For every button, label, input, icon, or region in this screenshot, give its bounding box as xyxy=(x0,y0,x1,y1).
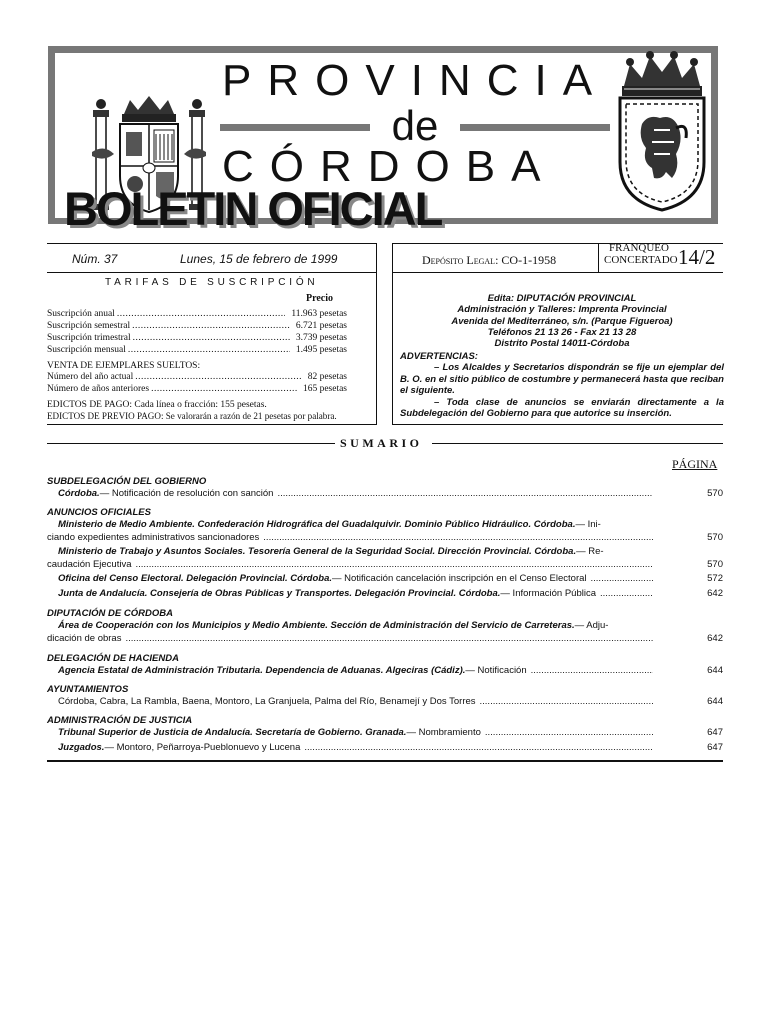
list-item xyxy=(47,572,723,585)
sumario-title: SUMARIO xyxy=(340,436,423,450)
tarifa-label: Suscripción anual xyxy=(47,309,115,319)
deposito-legal: Depósito Legal: CO-1-1958 xyxy=(422,253,557,267)
precio-header: Precio xyxy=(306,293,334,304)
entry-text: Córdoba, Cabra, La Rambla, Baena, Montoro, La Granjuela, Palma del Río, Benamejí y Dos Torres xyxy=(58,696,476,707)
section-heading: DIPUTACIÓN DE CÓRDOBA xyxy=(47,608,173,619)
section-heading: SUBDELEGACIÓN DEL GOBIERNO xyxy=(47,476,207,487)
tarifa-value: 11.963 pesetas xyxy=(291,309,347,319)
sumario-rule-right xyxy=(432,443,723,444)
entry-line xyxy=(47,695,723,708)
leader-dots xyxy=(151,384,297,396)
entry-bold: Oficina del Censo Electoral. Delegación Provincial. Córdoba. xyxy=(58,573,332,584)
tarifa-label: Suscripción semestral xyxy=(47,321,131,331)
entry-line xyxy=(47,487,723,500)
entry-line xyxy=(47,664,723,677)
entry-page: 570 xyxy=(707,532,723,543)
entry-text: — Información Pública xyxy=(500,588,596,599)
franqueo-line-1: FRANQUEO xyxy=(609,242,669,254)
tarifas-title: TARIFAS DE SUSCRIPCIÓN xyxy=(105,277,319,288)
entry-bold: Córdoba. xyxy=(58,488,100,499)
franqueo-label xyxy=(604,242,678,266)
leader-dots xyxy=(128,345,290,357)
venta-label: Número del año actual xyxy=(47,372,134,382)
header-divider-left xyxy=(376,243,377,273)
header-divider-right xyxy=(392,243,393,273)
entry-page: 644 xyxy=(707,696,723,707)
leader-dots xyxy=(136,558,654,571)
list-item xyxy=(47,587,723,600)
entry-bold: Agencia Estatal de Administración Tributaria. Dependencia de Aduanas. Algeciras (Cádiz). xyxy=(58,665,466,676)
tarifa-row xyxy=(47,333,347,345)
leader-dots xyxy=(135,372,301,384)
edita-rule-bottom xyxy=(392,424,723,425)
header-divider-franqueo xyxy=(598,243,599,273)
entry-line xyxy=(47,632,723,645)
venta-title: VENTA DE EJEMPLARES SUELTOS: xyxy=(47,361,201,371)
entry-text: dicación de obras xyxy=(47,633,122,644)
venta-label: Número de años anteriores xyxy=(47,384,150,394)
list-item xyxy=(47,619,723,645)
section-heading: DELEGACIÓN DE HACIENDA xyxy=(47,653,179,664)
edictos-pago: EDICTOS DE PAGO: Cada línea o fracción: 155 pesetas. xyxy=(47,400,267,410)
cordoba-coat-of-arms-icon xyxy=(614,50,710,214)
leader-dots xyxy=(600,587,653,600)
venta-value: 82 pesetas xyxy=(307,372,347,382)
list-item xyxy=(47,487,723,500)
header-rule-left-bottom xyxy=(47,272,377,273)
venta-value: 165 pesetas xyxy=(302,384,347,394)
tarifa-value: 6.721 pesetas xyxy=(295,321,347,331)
entry-bold: Ministerio de Medio Ambiente. Confederación Hidrográfica del Guadalquivir. Dominio Público Hidráulico. Córdoba. xyxy=(58,519,576,530)
entry-text: — Montoro, Peñarroya-Pueblonuevo y Lucena xyxy=(104,742,301,753)
entry-line xyxy=(47,558,723,571)
masthead-bar-left xyxy=(220,124,370,131)
entry-line xyxy=(47,587,723,600)
entry-bold: Junta de Andalucía. Consejería de Obras Públicas y Transportes. Delegación Provincial. Córdoba. xyxy=(58,588,501,599)
leader-dots xyxy=(117,309,286,321)
entry-bold: Tribunal Superior de Justicia de Andalucía. Secretaría de Gobierno. Granada. xyxy=(58,727,407,738)
tarifa-value: 3.739 pesetas xyxy=(295,333,347,343)
entry-text: — Re- xyxy=(576,546,604,557)
leader-dots xyxy=(125,632,653,645)
edita-divider xyxy=(392,273,393,425)
entry-text: — Nombramiento xyxy=(406,727,481,738)
franqueo-number: 14/2 xyxy=(678,245,716,269)
list-item xyxy=(47,664,723,677)
section-heading: ANUNCIOS OFICIALES xyxy=(47,507,151,518)
entry-line xyxy=(47,572,723,585)
entry-bold: Área de Cooperación con los Municipios y Medio Ambiente. Sección de Administración del Servicio de Carreteras. xyxy=(58,620,575,631)
entry-text: — Notificación de resolución con sanción xyxy=(99,488,274,499)
sumario-rule-left xyxy=(47,443,335,444)
edita-line: Avenida del Mediterráneo, s/n. (Parque Figueroa) xyxy=(451,315,673,327)
venta-row xyxy=(47,372,347,384)
pagina-header: PÁGINA xyxy=(672,457,718,471)
advertencias-title: ADVERTENCIAS: xyxy=(400,351,478,362)
entry-text: caudación Ejecutiva xyxy=(47,559,132,570)
edita-line: Teléfonos 21 13 26 - Fax 21 13 28 xyxy=(487,326,637,338)
issue-date: Lunes, 15 de febrero de 1999 xyxy=(180,252,338,266)
tarifas-divider xyxy=(376,273,377,425)
entry-line xyxy=(47,726,723,739)
entry-line xyxy=(47,619,723,632)
tarifa-row xyxy=(47,345,347,357)
list-item xyxy=(47,545,723,571)
header-rule-right-bottom xyxy=(392,272,723,273)
entry-page: 644 xyxy=(707,665,723,676)
entry-text: — Notificación xyxy=(465,665,527,676)
advertencia-2: – Toda clase de anuncios se enviarán directamente a la Subdelegación del Gobierno para que autorice su inserción. xyxy=(400,396,724,420)
tarifa-label: Suscripción trimestral xyxy=(47,333,131,343)
sumario-rule-bottom xyxy=(47,760,723,762)
issue-number: Núm. 37 xyxy=(72,252,118,266)
masthead-de: de xyxy=(391,102,439,149)
tarifas-rule-bottom xyxy=(47,424,377,425)
entry-page: 572 xyxy=(707,573,723,584)
list-item xyxy=(47,518,723,544)
section-heading: ADMINISTRACIÓN DE JUSTICIA xyxy=(47,715,193,726)
header-rule-left xyxy=(47,243,377,244)
leader-dots xyxy=(132,321,290,333)
masthead-frame-left xyxy=(48,46,55,224)
entry-text: — Notificación cancelación inscripción en el Censo Electoral xyxy=(332,573,587,584)
advertencia-1: – Los Alcaldes y Secretarios dispondrán se fije un ejemplar del B. O. en el sitio público de costumbre y permanecerá hasta que reciban el siguiente. xyxy=(400,362,724,397)
masthead-boletin-oficial: BOLETIN OFICIAL xyxy=(64,182,442,235)
masthead-bar-right xyxy=(460,124,610,131)
entry-page: 647 xyxy=(707,727,723,738)
entry-line xyxy=(47,531,723,544)
entry-text: ciando expedientes administrativos sancionadores xyxy=(47,532,260,543)
entry-line xyxy=(47,741,723,754)
list-item xyxy=(47,695,723,708)
edictos-previo-pago: EDICTOS DE PREVIO PAGO: Se valorarán a razón de 21 pesetas por palabra. xyxy=(47,411,337,421)
edita-line: Edita: DIPUTACIÓN PROVINCIAL xyxy=(487,293,637,304)
list-item xyxy=(47,741,723,754)
entry-page: 642 xyxy=(707,633,723,644)
entry-line xyxy=(47,518,723,531)
tarifa-row xyxy=(47,321,347,333)
masthead-frame-right xyxy=(711,46,718,224)
edita-line: Administración y Talleres: Imprenta Provincial xyxy=(457,304,667,316)
tarifa-value: 1.495 pesetas xyxy=(295,345,347,355)
entry-bold: Ministerio de Trabajo y Asuntos Sociales. Tesorería General de la Seguridad Social. Dirección Provincial. Córdoba. xyxy=(58,546,577,557)
leader-dots xyxy=(277,487,653,500)
list-item xyxy=(47,726,723,739)
entry-bold: Juzgados. xyxy=(58,742,105,753)
leader-dots xyxy=(133,333,290,345)
edita-line: Distrito Postal 14011-Córdoba xyxy=(494,338,630,350)
franqueo-line-2: CONCERTADO xyxy=(604,254,678,266)
venta-row xyxy=(47,384,347,396)
leader-dots xyxy=(591,572,653,585)
leader-dots xyxy=(480,695,653,708)
entry-page: 570 xyxy=(707,488,723,499)
leader-dots xyxy=(531,664,653,677)
masthead-cordoba: CÓRDOBA xyxy=(222,142,557,191)
edita-block xyxy=(400,293,724,349)
leader-dots xyxy=(304,741,653,754)
section-heading: AYUNTAMIENTOS xyxy=(47,684,129,695)
entry-line xyxy=(47,545,723,558)
leader-dots xyxy=(263,531,653,544)
entry-text: — Ini- xyxy=(575,519,601,530)
entry-text: — Adju- xyxy=(574,620,609,631)
entry-page: 647 xyxy=(707,742,723,753)
leader-dots xyxy=(485,726,653,739)
entry-page: 642 xyxy=(707,588,723,599)
tarifa-row xyxy=(47,309,347,321)
masthead-provincia: PROVINCIA xyxy=(222,56,609,105)
advertencias-block xyxy=(400,351,724,419)
entry-page: 570 xyxy=(707,559,723,570)
tarifa-label: Suscripción mensual xyxy=(47,345,126,355)
